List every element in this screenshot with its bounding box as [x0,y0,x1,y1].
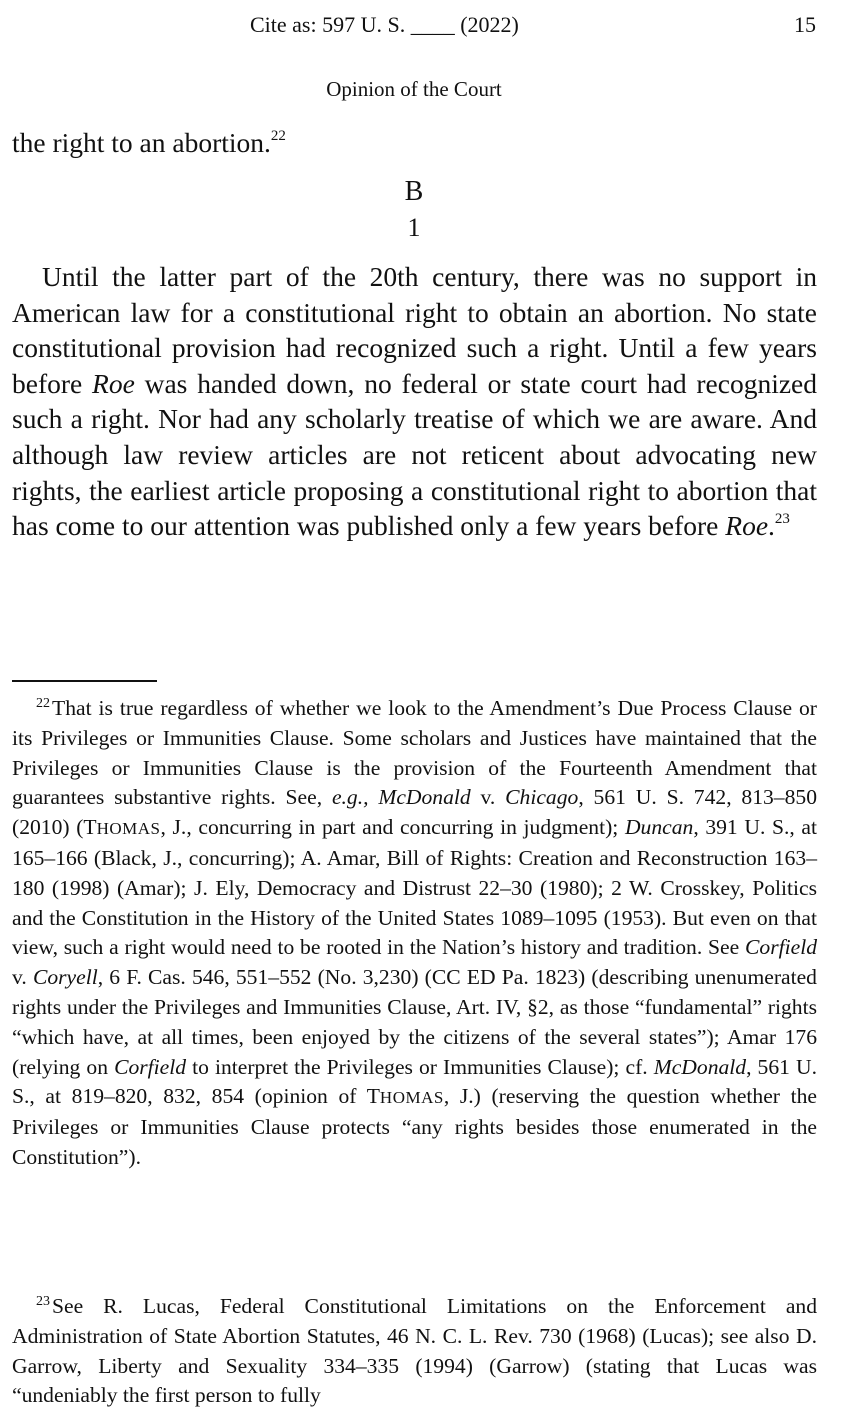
footnote-text: , 561 U. S., at 819–820, 832, 854 (opinion of [12,1054,817,1109]
continuation-text: the right to an abortion. [12,127,271,158]
paragraph-text-3: . [768,510,775,542]
justice-name: T [83,815,97,840]
footnote-text: , J., concurring in part and concurring in judgment); [160,815,625,840]
footnote-ref-22: 22 [270,128,286,144]
case-name-roe: Roe [92,367,135,399]
section-heading: B [404,176,424,207]
citation-italic: Chicago [505,785,579,810]
subsection-heading: 1 [407,213,421,242]
footnote-divider [12,680,157,682]
justice-name-smallcaps: HOMAS [96,819,161,839]
citation-italic: e.g., McDonald [331,785,471,810]
footnote-text: , 561 U. S. 742, 813–850 (2010) ( [12,785,817,840]
citation-italic: Duncan [624,815,694,840]
citation-italic: Corfield [114,1054,187,1079]
justice-name: T [366,1084,380,1109]
paragraph-text-2: was handed down, no federal or state court had recognized such a right. Nor had any scholarly treatise of which we are aware. And although law review articles are not reticent about advocating new rights, the earliest article proposing a constitutional right to abortion that has come to our attention was published only a few years before [12,367,818,542]
footnote-22 [12,694,817,1173]
body-paragraph [12,259,817,544]
opinion-label: Opinion of the Court [326,77,502,101]
page-number: 15 [794,12,816,37]
justice-name-smallcaps: HOMAS [379,1088,444,1108]
footnote-text: , J.) (reserving the question whether the Privileges or Immunities Clause protects “any rights besides those enumerated in the Constitution”). [12,1084,817,1169]
citation-italic: Coryell [32,965,98,990]
footnote-mark: 23 [36,1294,50,1309]
footnote-text: That is true regardless of whether we look to the Amendment’s Due Process Clause or its Privileges or Immunities Clause. Some scholars and Justices have maintained that the Privileges or Immunities Clause is the provision of the Fourteenth Amendment that guarantees substantive rights. See, [12,696,817,810]
footnote-23 [12,1292,817,1411]
footnote-text: to interpret the Privileges or Immunities Clause); cf. [186,1054,654,1079]
running-head [0,12,868,42]
citation-header: Cite as: 597 U. S. ____ (2022) [250,12,519,37]
case-name-roe: Roe [725,510,769,542]
citation-italic: Corfield [745,935,817,960]
footnote-text: , 6 F. Cas. 546, 551–552 (No. 3,230) (CC ED Pa. 1823) (describing unenumerated rights under the Privileges and Immunities Clause, Art. IV, §2, as those “fundamental” rights “which have, at all times, been enjoyed by the citizens of the several states”); Amar 176 (relying on [12,965,817,1079]
footnote-text: See R. Lucas, Federal Constitutional Limitations on the Enforcement and Administration of State Abortion Statutes, 46 N. C. L. Rev. 730 (1968) (Lucas); see also D. Garrow, Liberty and Sexuality 334–335 (1994) (Garrow) (stating that Lucas was “undeniably the first person to fully [12,1294,817,1408]
footnote-text: v. [470,785,506,810]
footnote-ref-23: 23 [774,511,790,528]
footnote-text: v. [12,965,33,990]
footnote-text: , 391 U. S., at 165–166 (Black, J., concurring); A. Amar, Bill of Rights: Creation and Reconstruction 163–180 (1998) (Amar); J. Ely, Democracy and Distrust 22–30 (1980); 2 W. Crosskey, Politics and the Constitution in the History of the United States 1089–1095 (1953). But even on that view, such a right would need to be rooted in the Nation’s history and tradition. See [12,815,817,960]
continuation-line [12,125,817,161]
paragraph-text-1: Until the latter part of the 20th century, there was no support in American law for a constitutional right to obtain an abortion. No state constitutional provision had recognized such a right. Until a few years before [12,261,817,399]
footnote-mark: 22 [36,696,50,711]
citation-italic: McDonald [653,1054,747,1079]
